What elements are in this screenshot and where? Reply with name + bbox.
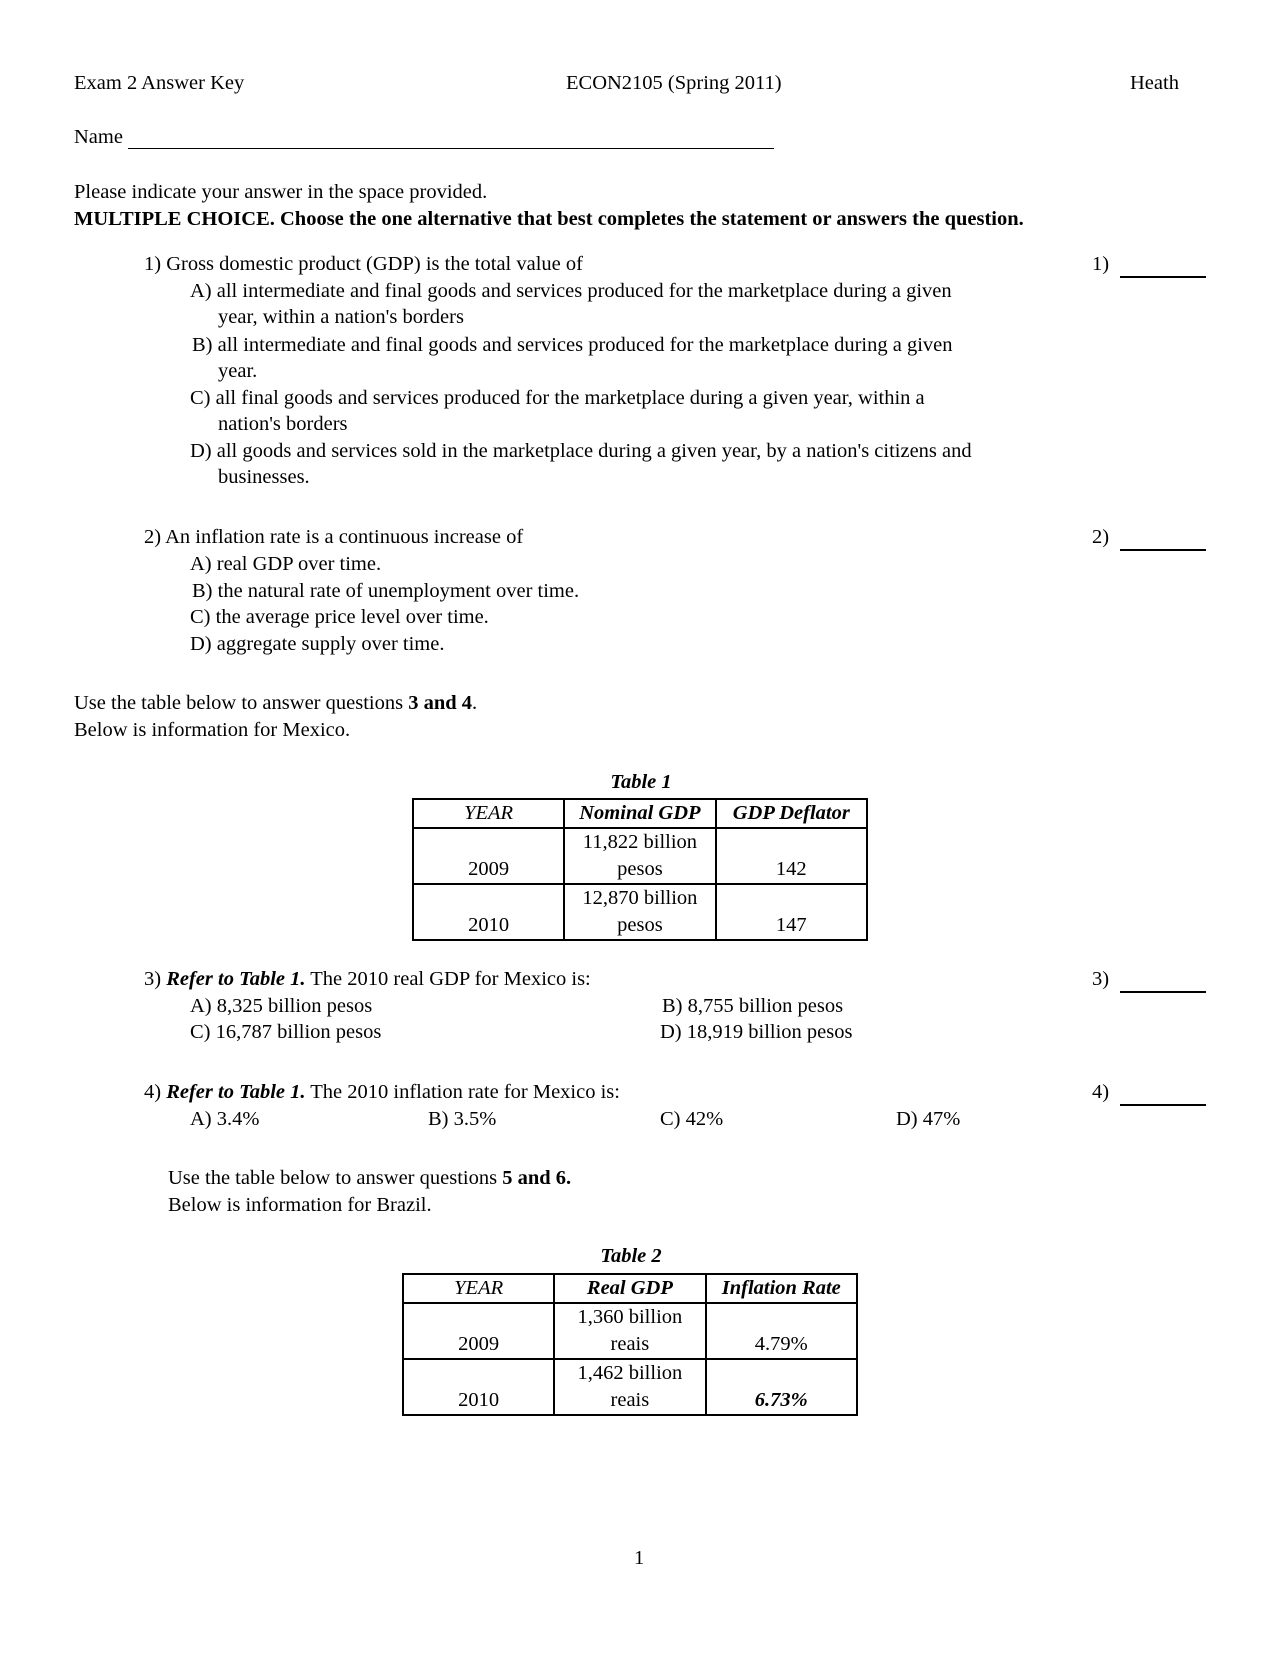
q1-option-c-cont: nation's borders xyxy=(218,413,348,435)
table2-header-year: YEAR xyxy=(403,1274,554,1303)
q3-option-d: D) 18,919 billion pesos xyxy=(660,1021,853,1043)
q4-option-d: D) 47% xyxy=(896,1108,961,1130)
header-right: Heath xyxy=(1130,72,1179,94)
table1-header-year: YEAR xyxy=(413,799,564,828)
table1-header-gdp-deflator: GDP Deflator xyxy=(716,799,867,828)
instructions-line1: Please indicate your answer in the space provided. xyxy=(74,181,488,203)
q1-option-b-cont: year. xyxy=(218,360,258,382)
name-field[interactable] xyxy=(128,124,774,149)
table1-intro-line1: Use the table below to answer questions 3 and 4. xyxy=(74,692,478,714)
table2-header-inflation-rate: Inflation Rate xyxy=(706,1274,857,1303)
q4-answer-blank[interactable] xyxy=(1120,1082,1206,1106)
table2-cell-real-gdp: 1,360 billion reais xyxy=(554,1303,705,1359)
page-number: 1 xyxy=(634,1547,645,1569)
q1-option-d-cont: businesses. xyxy=(218,466,310,488)
name-label: Name xyxy=(74,126,123,148)
q4-option-b: B) 3.5% xyxy=(428,1108,497,1130)
q1-answer-blank[interactable] xyxy=(1120,254,1206,278)
q1-number: 1) xyxy=(1092,253,1110,275)
table1-cell-deflator: 142 xyxy=(716,828,867,884)
table2-cell-year: 2009 xyxy=(403,1303,554,1359)
q3-stem: 3) Refer to Table 1. The 2010 real GDP for Mexico is: xyxy=(144,968,591,990)
table2-cell-year: 2010 xyxy=(403,1359,554,1415)
table-row xyxy=(413,828,867,884)
q2-option-b: B) the natural rate of unemployment over time. xyxy=(192,580,580,602)
q4-option-a: A) 3.4% xyxy=(190,1108,260,1130)
q3-option-c: C) 16,787 billion pesos xyxy=(190,1021,382,1043)
table2-cell-real-gdp: 1,462 billion reais xyxy=(554,1359,705,1415)
instructions-line2: MULTIPLE CHOICE. Choose the one alternative that best completes the statement or answers the question. xyxy=(74,208,1024,230)
q2-option-a: A) real GDP over time. xyxy=(190,553,382,575)
table1-intro-line2: Below is information for Mexico. xyxy=(74,719,351,741)
header-left: Exam 2 Answer Key xyxy=(74,72,245,94)
table1-cell-year: 2010 xyxy=(413,884,564,940)
table1-header-nominal-gdp: Nominal GDP xyxy=(564,799,715,828)
q2-answer-blank[interactable] xyxy=(1120,527,1206,551)
table2 xyxy=(402,1273,858,1416)
table2-intro-line2: Below is information for Brazil. xyxy=(168,1194,432,1216)
q3-option-b: B) 8,755 billion pesos xyxy=(662,995,844,1017)
table1-cell-deflator: 147 xyxy=(716,884,867,940)
table2-header-row xyxy=(403,1274,857,1303)
q4-stem: 4) Refer to Table 1. The 2010 inflation rate for Mexico is: xyxy=(144,1081,620,1103)
table2-header-real-gdp: Real GDP xyxy=(554,1274,705,1303)
q1-stem: 1) Gross domestic product (GDP) is the total value of xyxy=(144,253,583,275)
q1-option-c: C) all final goods and services produced for the marketplace during a given year, within a xyxy=(190,387,925,409)
table2-intro-line1: Use the table below to answer questions 5 and 6. xyxy=(168,1167,572,1189)
header-center: ECON2105 (Spring 2011) xyxy=(566,72,782,94)
q2-stem: 2) An inflation rate is a continuous increase of xyxy=(144,526,524,548)
table2-cell-inflation: 6.73% xyxy=(706,1359,857,1415)
table-row xyxy=(403,1359,857,1415)
table1-caption: Table 1 xyxy=(610,771,672,793)
q1-option-d: D) all goods and services sold in the marketplace during a given year, by a nation's citizens and xyxy=(190,440,972,462)
q2-option-c: C) the average price level over time. xyxy=(190,606,489,628)
q3-answer-blank[interactable] xyxy=(1120,969,1206,993)
table1-cell-year: 2009 xyxy=(413,828,564,884)
q3-number: 3) xyxy=(1092,968,1110,990)
table1-cell-nominal-gdp: 11,822 billion pesos xyxy=(564,828,715,884)
q3-option-a: A) 8,325 billion pesos xyxy=(190,995,373,1017)
q1-option-a: A) all intermediate and final goods and services produced for the marketplace during a given xyxy=(190,280,952,302)
table1 xyxy=(412,798,868,941)
table-row xyxy=(413,884,867,940)
q4-option-c: C) 42% xyxy=(660,1108,724,1130)
table2-cell-inflation: 4.79% xyxy=(706,1303,857,1359)
table2-caption: Table 2 xyxy=(600,1245,662,1267)
q1-option-a-cont: year, within a nation's borders xyxy=(218,306,464,328)
table1-header-row xyxy=(413,799,867,828)
table1-cell-nominal-gdp: 12,870 billion pesos xyxy=(564,884,715,940)
q4-number: 4) xyxy=(1092,1081,1110,1103)
table-row xyxy=(403,1303,857,1359)
q2-number: 2) xyxy=(1092,526,1110,548)
q1-option-b: B) all intermediate and final goods and services produced for the marketplace during a given xyxy=(192,334,953,356)
q2-option-d: D) aggregate supply over time. xyxy=(190,633,445,655)
